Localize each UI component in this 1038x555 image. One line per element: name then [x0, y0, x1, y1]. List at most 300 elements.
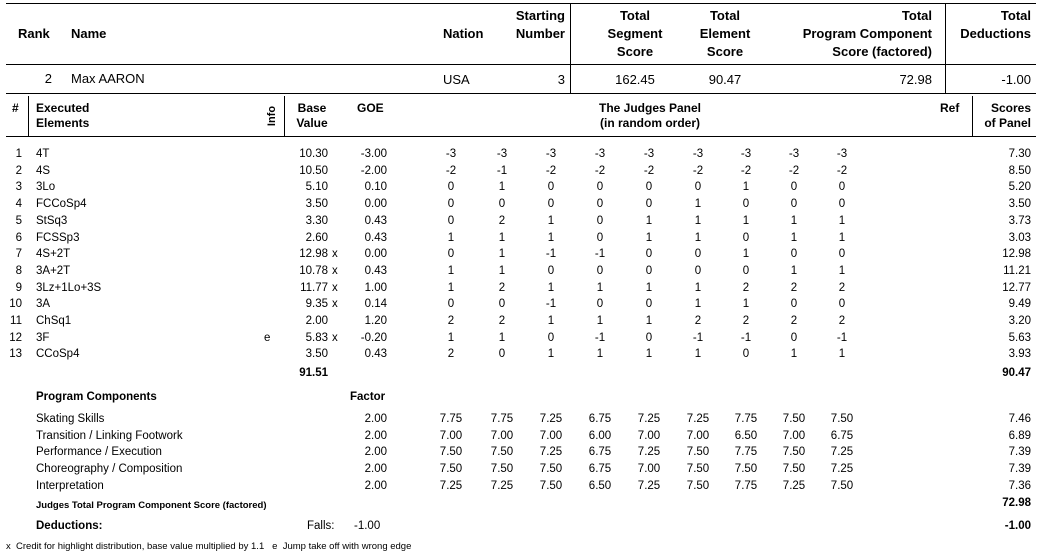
judge-score: -1: [594, 248, 606, 261]
tss-label-line1: Total: [619, 8, 651, 23]
element-panel-score: 12.98: [1002, 248, 1031, 261]
element-number: 12: [9, 331, 22, 344]
judge-score: 0: [838, 248, 846, 261]
components-title: Program Components: [36, 391, 157, 403]
judge-score: 1: [547, 214, 555, 227]
element-row: [0, 179, 1038, 195]
judge-score: 0: [790, 181, 798, 194]
skater-rank: 2: [44, 71, 52, 86]
judge-score: 0: [645, 248, 653, 261]
judge-score: 1: [742, 298, 750, 311]
judge-score: 1: [547, 281, 555, 294]
element-base-value: 5.83: [305, 331, 328, 344]
components-factor-header: Factor: [350, 391, 386, 403]
element-name: 3Lz+1Lo+3S: [36, 281, 102, 294]
judge-score: 0: [498, 198, 506, 211]
judge-score: -3: [545, 148, 557, 160]
component-panel-score: 7.36: [1008, 479, 1031, 492]
judge-mark: 7.50: [830, 479, 854, 492]
skater-pcs-value: 72.98: [899, 72, 932, 87]
element-row: [0, 313, 1038, 329]
pcs-total-label: Judges Total Program Component Score (factored): [36, 500, 267, 511]
judge-score: 0: [498, 348, 506, 361]
component-name: Performance / Execution: [36, 446, 162, 459]
element-panel-score: 5.63: [1008, 331, 1031, 344]
tss-label-line3: Score: [616, 44, 654, 59]
judge-mark: 7.00: [686, 429, 710, 442]
judge-score: 1: [645, 348, 653, 361]
judge-score: 0: [645, 264, 653, 277]
judge-mark: 7.25: [830, 463, 854, 476]
judge-score: 1: [596, 281, 604, 294]
judge-score: 2: [498, 214, 506, 227]
judge-score: 0: [790, 331, 798, 344]
judge-score: 0: [790, 298, 798, 311]
executed-header-line1: Executed: [36, 101, 90, 115]
element-goe: 0.10: [364, 181, 387, 194]
judge-score: 1: [645, 315, 653, 327]
header-starting-number-label: [500, 7, 565, 43]
judge-score: 1: [694, 298, 702, 311]
header-nation-label: Nation: [443, 26, 484, 41]
element-name: 4S: [36, 164, 51, 177]
judge-mark: 7.50: [686, 463, 710, 476]
header-tss-label: [585, 7, 685, 61]
judge-score: -1: [545, 298, 557, 311]
component-name: Choreography / Composition: [36, 463, 183, 476]
judge-mark: 7.75: [734, 446, 758, 459]
judge-mark: 7.50: [439, 446, 463, 459]
judge-mark: 7.50: [782, 463, 806, 476]
judge-score: 0: [838, 198, 846, 211]
judge-mark: 7.50: [830, 413, 854, 425]
tes-label-line2: Element: [699, 26, 751, 41]
judge-score: -2: [740, 164, 752, 177]
judge-score: -2: [545, 164, 557, 177]
judge-score: 2: [447, 348, 455, 361]
tes-label-line1: Total: [709, 8, 741, 23]
judge-mark: 6.75: [588, 446, 612, 459]
judge-mark: 7.00: [637, 463, 661, 476]
element-goe: -3.00: [360, 148, 387, 160]
element-base-value: 2.60: [305, 231, 328, 244]
judge-score: -2: [445, 164, 457, 177]
judge-mark: 7.75: [490, 413, 514, 425]
judge-score: -3: [594, 148, 606, 160]
judge-score: 0: [547, 198, 555, 211]
judge-score: 0: [547, 331, 555, 344]
judge-score: 0: [596, 198, 604, 211]
judge-score: 0: [838, 181, 846, 194]
judge-mark: 7.25: [637, 413, 661, 425]
judge-mark: 7.50: [782, 446, 806, 459]
header-pcs-label: [780, 7, 932, 61]
header-top-rule: [6, 3, 1036, 4]
judge-score: 0: [596, 231, 604, 244]
el-hdr-vrule-3: [972, 96, 973, 136]
component-name: Transition / Linking Footwork: [36, 429, 183, 442]
element-number: 11: [10, 315, 22, 327]
judge-mark: 7.50: [686, 446, 710, 459]
element-number: 7: [15, 248, 22, 261]
element-number: 5: [15, 214, 22, 227]
judge-mark: 7.25: [686, 413, 710, 425]
judge-score: 2: [498, 281, 506, 294]
judge-score: 1: [742, 214, 750, 227]
starting-label-line1: Starting: [515, 8, 565, 23]
executed-header-line2: Elements: [36, 116, 90, 130]
judge-score: 0: [645, 331, 653, 344]
judge-score: 2: [790, 315, 798, 327]
judge-score: 2: [838, 281, 846, 294]
header-mid-rule: [6, 64, 1036, 65]
el-hdr-bottom-rule: [6, 136, 1036, 137]
judge-score: 0: [596, 181, 604, 194]
element-name: 3Lo: [36, 181, 56, 194]
element-number: 10: [9, 298, 22, 311]
judge-score: -3: [692, 148, 704, 160]
judge-score: 0: [645, 198, 653, 211]
element-row: [0, 213, 1038, 229]
component-row: [0, 461, 1038, 477]
judge-mark: 7.25: [539, 413, 563, 425]
component-factor: 2.00: [364, 446, 387, 459]
judge-score: 1: [498, 248, 506, 261]
element-number: 1: [15, 148, 22, 160]
scores-header-line2: of Panel: [984, 116, 1031, 130]
judge-mark: 6.50: [734, 429, 758, 442]
component-panel-score: 7.46: [1008, 413, 1031, 425]
element-number: 6: [15, 231, 22, 244]
judge-score: 0: [596, 298, 604, 311]
skater-name: Max AARON: [71, 71, 145, 86]
judge-score: 0: [645, 298, 653, 311]
scores-header-line1: Scores: [990, 101, 1031, 115]
tes-label-line3: Score: [706, 44, 744, 59]
element-bonus-mark: x: [332, 298, 338, 311]
skater-bottom-rule: [6, 93, 1036, 94]
element-base-value: 9.35: [305, 298, 328, 311]
judge-score: 0: [447, 181, 455, 194]
element-base-value: 12.98: [299, 248, 328, 261]
starting-label-line2: Number: [515, 26, 565, 41]
judge-score: 0: [790, 248, 798, 261]
judge-mark: 7.00: [439, 429, 463, 442]
judge-score: 1: [498, 331, 506, 344]
el-hdr-vrule-2: [284, 96, 285, 136]
element-bonus-mark: x: [332, 248, 338, 261]
judge-score: -1: [740, 331, 752, 344]
header-ded-label: [945, 7, 1031, 43]
judge-score: 1: [694, 231, 702, 244]
judge-score: -3: [496, 148, 508, 160]
element-goe: 0.43: [364, 348, 387, 361]
judge-score: -1: [836, 331, 848, 344]
judge-score: 1: [447, 231, 455, 244]
judge-mark: 6.75: [830, 429, 854, 442]
element-base-value: 5.10: [305, 181, 328, 194]
judge-score: -3: [445, 148, 457, 160]
judge-score: 1: [838, 231, 846, 244]
component-panel-score: 7.39: [1008, 463, 1031, 476]
ded-label-line1: Total: [1000, 8, 1031, 23]
el-info-header: Info: [266, 105, 279, 127]
element-goe: 0.43: [364, 264, 387, 277]
judge-score: 0: [447, 248, 455, 261]
judge-score: -3: [836, 148, 848, 160]
element-name: FCSSp3: [36, 231, 80, 244]
judge-score: 1: [742, 181, 750, 194]
judge-mark: 7.25: [782, 479, 806, 492]
judge-score: 1: [742, 248, 750, 261]
element-panel-score: 9.49: [1008, 298, 1031, 311]
judge-mark: 7.25: [439, 479, 463, 492]
skater-tss-value: 162.45: [615, 72, 655, 87]
panel-header-line1: The Judges Panel: [598, 101, 702, 115]
header-tes-label: [680, 7, 770, 61]
judge-score: 1: [838, 348, 846, 361]
judge-score: 1: [498, 264, 506, 277]
judge-score: -1: [594, 331, 606, 344]
judge-score: 1: [447, 331, 455, 344]
judge-score: -2: [643, 164, 655, 177]
judge-score: -2: [836, 164, 848, 177]
element-number: 9: [15, 281, 22, 294]
element-row: [0, 230, 1038, 246]
component-panel-score: 7.39: [1008, 446, 1031, 459]
judge-score: 1: [447, 264, 455, 277]
element-row: [0, 246, 1038, 262]
judge-score: 2: [498, 315, 506, 327]
judge-score: -1: [692, 331, 704, 344]
element-panel-score: 5.20: [1008, 181, 1031, 194]
component-factor: 2.00: [364, 429, 387, 442]
el-panel-header: [560, 101, 740, 131]
element-base-value: 3.50: [305, 348, 328, 361]
judge-score: 0: [447, 214, 455, 227]
deductions-label: Deductions:: [36, 520, 103, 532]
judge-score: 0: [596, 214, 604, 227]
element-name: StSq3: [36, 214, 68, 227]
judge-mark: 6.75: [588, 413, 612, 425]
element-row: [0, 330, 1038, 346]
element-row: [0, 196, 1038, 212]
judge-score: 1: [645, 231, 653, 244]
elements-base-total: 91.51: [299, 367, 328, 379]
judge-score: 0: [742, 198, 750, 211]
tss-label-line2: Segment: [607, 26, 663, 41]
element-info: e: [264, 331, 271, 344]
element-row: [0, 296, 1038, 312]
judge-mark: 7.00: [637, 429, 661, 442]
el-goe-header: GOE: [357, 101, 384, 115]
element-goe: 0.43: [364, 231, 387, 244]
judge-mark: 7.50: [539, 463, 563, 476]
judge-score: 0: [790, 198, 798, 211]
element-number: 3: [15, 181, 22, 194]
judge-score: 1: [547, 231, 555, 244]
element-panel-score: 3.03: [1008, 231, 1031, 244]
judge-score: 1: [547, 348, 555, 361]
header-name-label: Name: [71, 26, 107, 41]
judge-score: 0: [742, 231, 750, 244]
element-number: 4: [15, 198, 22, 211]
element-panel-score: 7.30: [1008, 148, 1031, 160]
ded-label-line2: Deductions: [960, 26, 1031, 41]
element-name: ChSq1: [36, 315, 72, 327]
judge-score: 1: [790, 264, 798, 277]
judge-score: 0: [547, 181, 555, 194]
component-name: Interpretation: [36, 479, 104, 492]
element-base-value: 3.50: [305, 198, 328, 211]
element-goe: 1.00: [364, 281, 387, 294]
judge-score: 0: [838, 298, 846, 311]
judge-mark: 7.75: [734, 413, 758, 425]
element-goe: 0.14: [364, 298, 387, 311]
element-panel-score: 3.73: [1008, 214, 1031, 227]
el-num-header: #: [12, 101, 19, 115]
skater-starting-number: 3: [557, 72, 565, 87]
judge-score: 0: [645, 181, 653, 194]
el-base-header: [288, 101, 336, 131]
deductions-total: -1.00: [1004, 520, 1031, 532]
judge-mark: 7.75: [734, 479, 758, 492]
judge-mark: 7.75: [439, 413, 463, 425]
judge-score: 1: [547, 315, 555, 327]
judge-score: 1: [498, 231, 506, 244]
element-panel-score: 12.77: [1002, 281, 1031, 294]
judge-score: 2: [790, 281, 798, 294]
judge-score: -2: [788, 164, 800, 177]
judge-score: 0: [447, 198, 455, 211]
judge-mark: 7.50: [439, 463, 463, 476]
judge-score: -1: [496, 164, 508, 177]
pcs-label-line2: Program Component: [802, 26, 932, 41]
judge-score: 0: [547, 264, 555, 277]
judge-mark: 7.25: [539, 446, 563, 459]
judge-score: 2: [447, 315, 455, 327]
element-row: [0, 346, 1038, 362]
judge-score: 0: [694, 264, 702, 277]
element-goe: -2.00: [360, 164, 387, 177]
header-vrule-2: [945, 3, 946, 93]
judge-score: 1: [694, 281, 702, 294]
judge-mark: 7.25: [490, 479, 514, 492]
judge-mark: 7.50: [490, 463, 514, 476]
judge-score: -1: [545, 248, 557, 261]
component-panel-score: 6.89: [1008, 429, 1031, 442]
judge-score: 1: [790, 214, 798, 227]
element-panel-score: 3.20: [1008, 315, 1031, 327]
element-number: 8: [15, 264, 22, 277]
element-name: 4T: [36, 148, 50, 160]
skater-ded-value: -1.00: [1001, 72, 1031, 87]
judge-score: 1: [838, 264, 846, 277]
falls-label: Falls:: [307, 520, 335, 532]
judge-mark: 7.50: [539, 479, 563, 492]
judge-score: 0: [447, 298, 455, 311]
element-name: 4S+2T: [36, 248, 71, 261]
element-panel-score: 8.50: [1008, 164, 1031, 177]
judge-score: -3: [643, 148, 655, 160]
element-row: [0, 280, 1038, 296]
judge-score: -3: [788, 148, 800, 160]
element-name: 3A: [36, 298, 51, 311]
judge-score: 1: [645, 281, 653, 294]
base-header-line1: Base: [297, 101, 327, 115]
judge-score: 1: [498, 181, 506, 194]
judge-mark: 7.50: [782, 413, 806, 425]
component-factor: 2.00: [364, 463, 387, 476]
element-panel-score: 3.93: [1008, 348, 1031, 361]
el-ref-header: Ref: [940, 101, 960, 115]
base-header-line2: Value: [296, 116, 328, 130]
element-goe: -0.20: [360, 331, 387, 344]
element-base-value: 11.77: [300, 281, 328, 294]
component-row: [0, 411, 1038, 427]
judge-score: 0: [596, 264, 604, 277]
component-row: [0, 478, 1038, 494]
pcs-label-line3: Score (factored): [832, 44, 932, 59]
elements-score-total: 90.47: [1002, 367, 1031, 379]
element-base-value: 10.30: [299, 148, 328, 160]
judge-score: 1: [596, 315, 604, 327]
judge-mark: 6.75: [588, 463, 612, 476]
element-row: [0, 163, 1038, 179]
panel-header-line2: (in random order): [599, 116, 700, 130]
element-name: CCoSp4: [36, 348, 80, 361]
judge-score: 0: [498, 298, 506, 311]
judge-mark: 7.25: [637, 479, 661, 492]
el-scores-header: [975, 101, 1031, 131]
judge-mark: 7.50: [686, 479, 710, 492]
component-row: [0, 444, 1038, 460]
judge-score: -2: [692, 164, 704, 177]
judge-mark: 7.25: [637, 446, 661, 459]
pcs-label-line1: Total: [901, 8, 932, 23]
judge-score: 0: [694, 181, 702, 194]
element-name: FCCoSp4: [36, 198, 87, 211]
judge-score: 1: [790, 348, 798, 361]
judge-score: 1: [838, 214, 846, 227]
judge-score: 1: [694, 348, 702, 361]
judge-score: 1: [596, 348, 604, 361]
element-bonus-mark: x: [332, 331, 338, 344]
element-panel-score: 3.50: [1008, 198, 1031, 211]
judge-score: 1: [447, 281, 455, 294]
judge-score: -3: [740, 148, 752, 160]
judge-score: 2: [742, 315, 750, 327]
element-name: 3F: [36, 331, 50, 344]
skater-tes-value: 90.47: [708, 72, 742, 87]
component-row: [0, 428, 1038, 444]
element-base-value: 3.30: [305, 214, 328, 227]
pcs-total-value: 72.98: [1002, 497, 1031, 509]
skater-nation: USA: [443, 72, 470, 87]
judge-score: 1: [694, 214, 702, 227]
judge-score: 0: [742, 264, 750, 277]
falls-value: -1.00: [354, 520, 381, 532]
judge-score: 2: [838, 315, 846, 327]
judge-mark: 7.00: [782, 429, 806, 442]
judge-score: -2: [594, 164, 606, 177]
element-goe: 0.43: [364, 214, 387, 227]
element-goe: 0.00: [364, 248, 387, 261]
element-base-value: 2.00: [305, 315, 328, 327]
component-name: Skating Skills: [36, 413, 105, 425]
element-name: 3A+2T: [36, 264, 71, 277]
judge-score: 1: [694, 198, 702, 211]
